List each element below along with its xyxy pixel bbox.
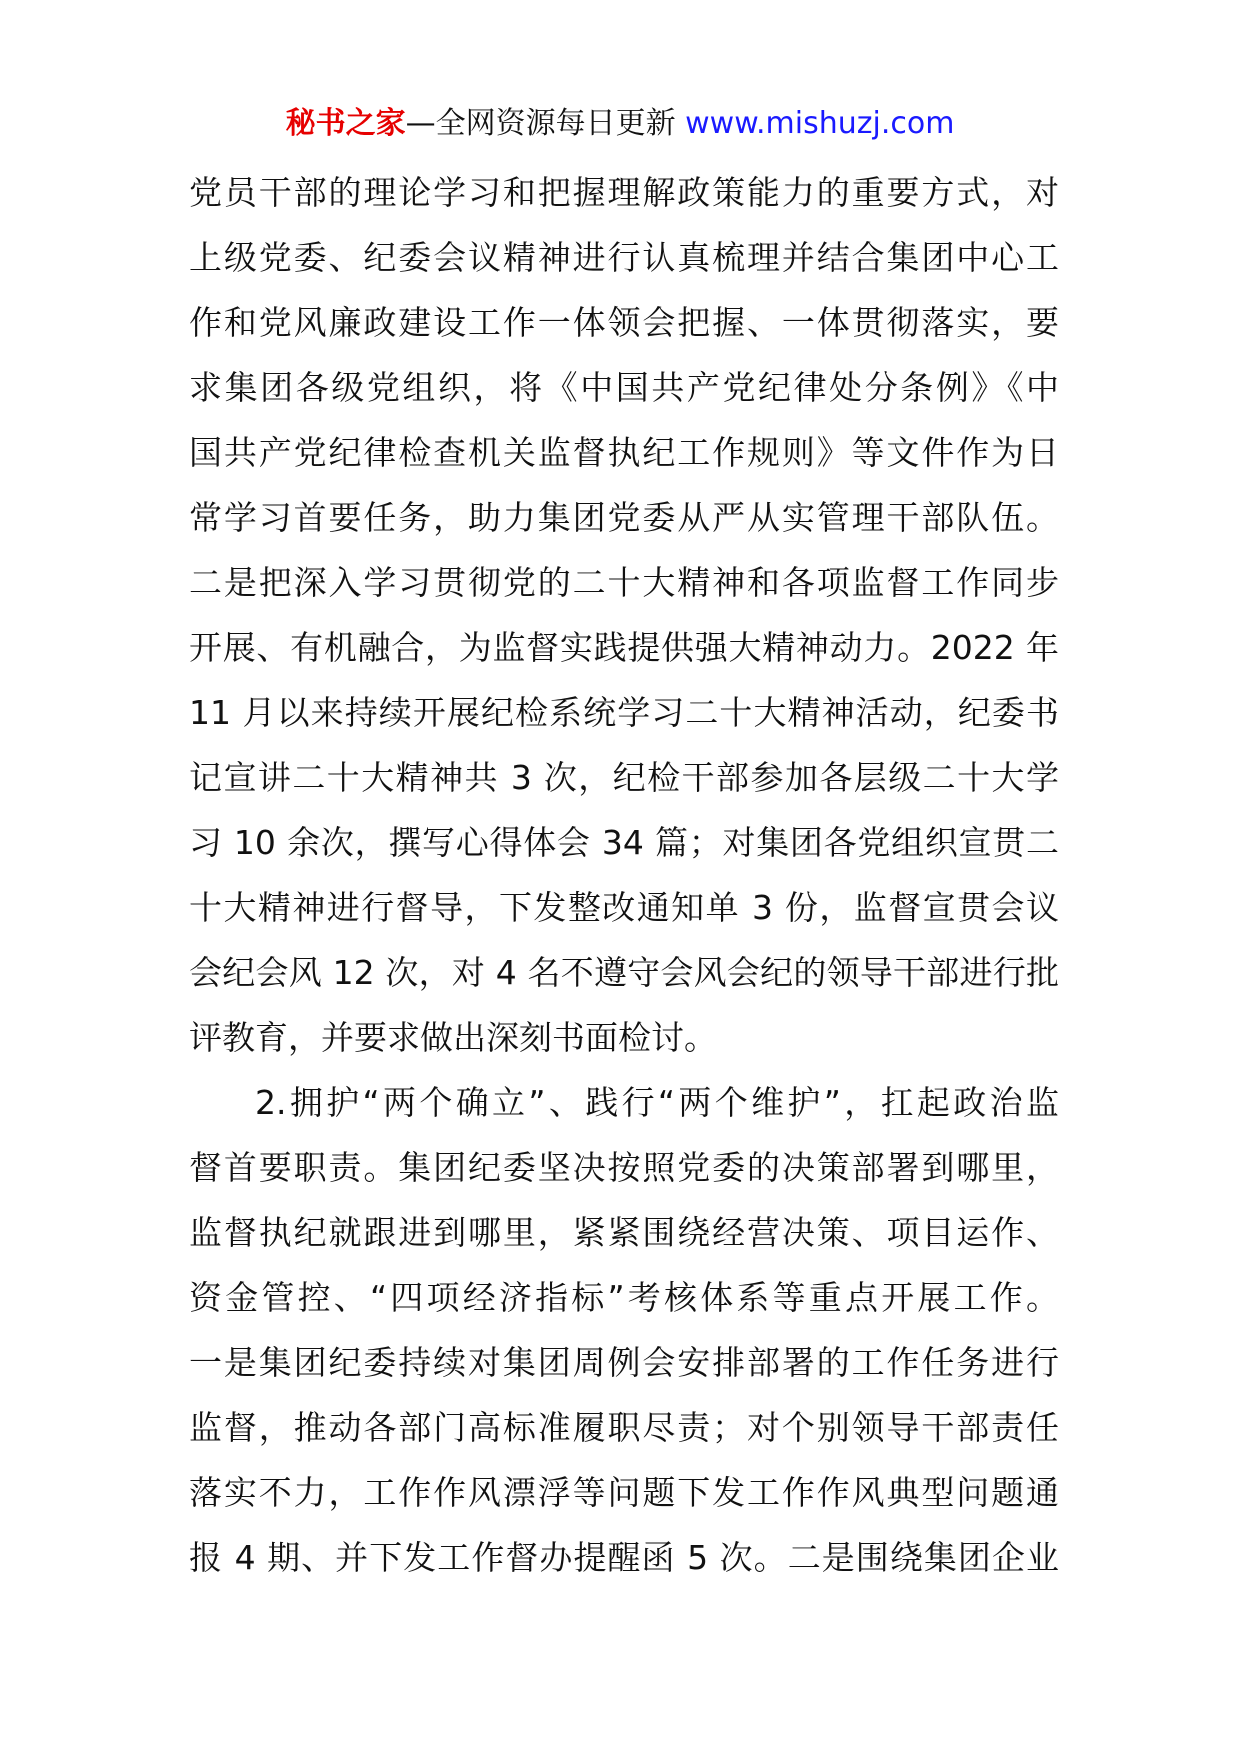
body-line: 报 4 期、并下发工作督办提醒函 5 次。二是围绕集团企业 — [189, 1538, 1059, 1577]
site-header — [0, 104, 1240, 144]
body-line: 督首要职责。集团纪委坚决按照党委的决策部署到哪里， — [189, 1148, 1059, 1187]
body-line: 开展、有机融合，为监督实践提供强大精神动力。2022 年 — [189, 628, 1059, 667]
body-line: 作和党风廉政建设工作一体领会把握、一体贯彻落实，要 — [189, 303, 1059, 342]
paragraph-start-line: 2.拥护“两个确立”、践行“两个维护”，扛起政治监 — [255, 1083, 1059, 1122]
body-line: 会纪会风 12 次，对 4 名不遵守会风会纪的领导干部进行批 — [189, 953, 1059, 992]
body-line: 监督执纪就跟进到哪里，紧紧围绕经营决策、项目运作、 — [189, 1213, 1059, 1252]
paragraph-end-line: 评教育，并要求做出深刻书面检讨。 — [189, 1018, 717, 1057]
body-line: 资金管控、“四项经济指标”考核体系等重点开展工作。 — [189, 1278, 1059, 1317]
header-slogan: —全网资源每日更新 — [405, 106, 686, 141]
body-line: 二是把深入学习贯彻党的二十大精神和各项监督工作同步 — [189, 563, 1059, 602]
body-line: 求集团各级党组织，将《中国共产党纪律处分条例》《中 — [189, 368, 1059, 407]
body-line: 落实不力，工作作风漂浮等问题下发工作作风典型问题通 — [189, 1473, 1059, 1512]
body-line: 习 10 余次，撰写心得体会 34 篇；对集团各党组织宣贯二 — [189, 823, 1059, 862]
document-body — [189, 160, 1059, 1590]
body-line: 上级党委、纪委会议精神进行认真梳理并结合集团中心工 — [189, 238, 1059, 277]
body-line: 记宣讲二十大精神共 3 次，纪检干部参加各层级二十大学 — [189, 758, 1059, 797]
body-line: 11 月以来持续开展纪检系统学习二十大精神活动，纪委书 — [189, 693, 1059, 732]
body-line: 党员干部的理论学习和把握理解政策能力的重要方式，对 — [189, 173, 1059, 212]
site-url-link[interactable]: www.mishuzj.com — [685, 106, 955, 141]
body-line: 一是集团纪委持续对集团周例会安排部署的工作任务进行 — [189, 1343, 1059, 1382]
brand-name: 秘书之家 — [285, 106, 406, 141]
body-line: 十大精神进行督导，下发整改通知单 3 份，监督宣贯会议 — [189, 888, 1059, 927]
body-line: 监督，推动各部门高标准履职尽责；对个别领导干部责任 — [189, 1408, 1059, 1447]
body-line: 常学习首要任务，助力集团党委从严从实管理干部队伍。 — [189, 498, 1059, 537]
body-line: 国共产党纪律检查机关监督执纪工作规则》等文件作为日 — [189, 433, 1059, 472]
